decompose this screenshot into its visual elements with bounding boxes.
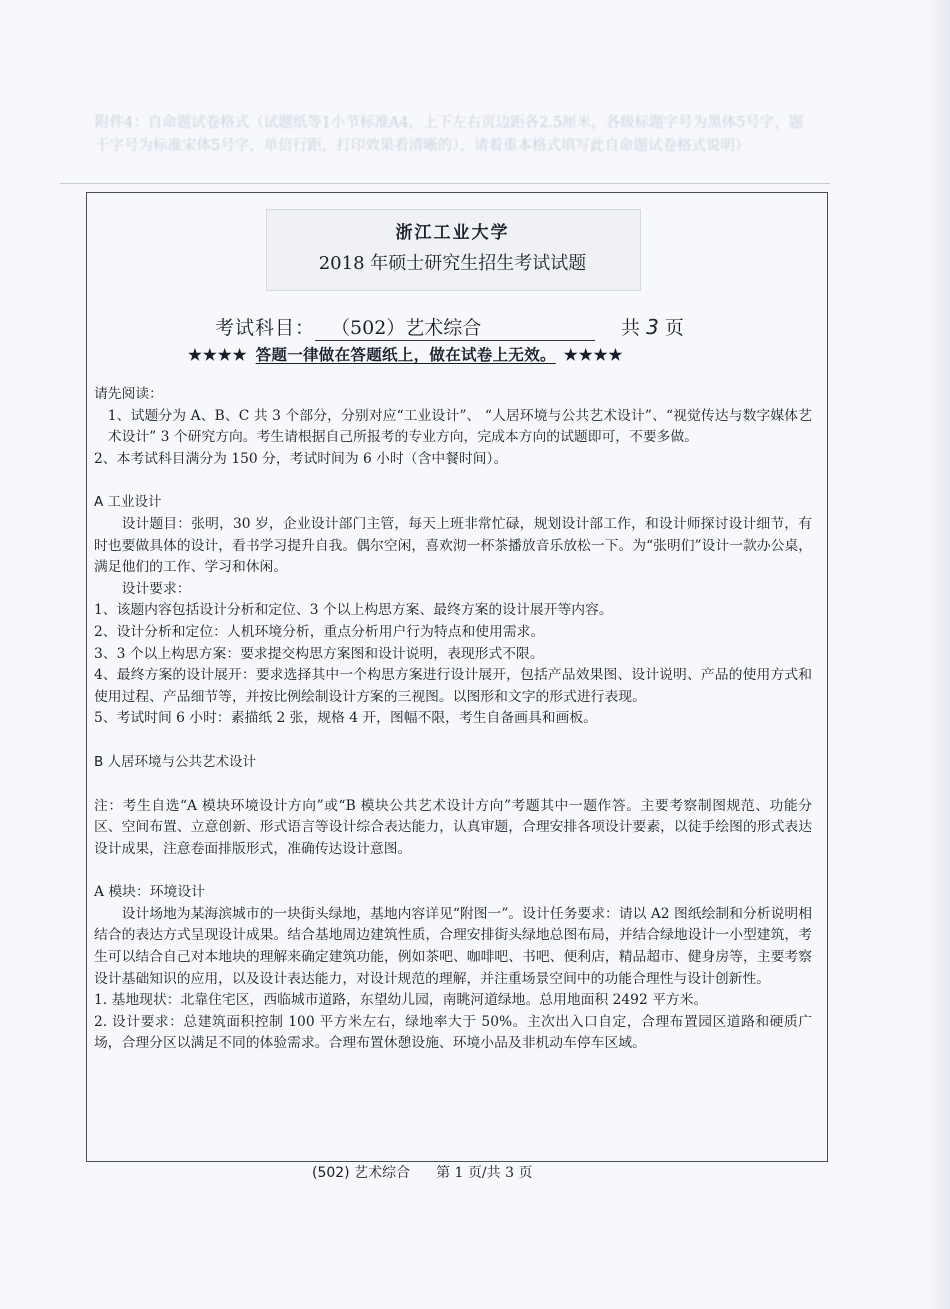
page-footer: [312, 1162, 532, 1182]
notice-stars-left: ★★★★: [188, 345, 248, 364]
notice-text: 答题一律做在答题纸上，做在试卷上无效。: [255, 345, 556, 364]
requirement-item: 5、考试时间 6 小时：素描纸 2 张，规格 4 开，图幅不限，考生自备画具和画板。: [94, 710, 597, 727]
page-count: [621, 317, 684, 339]
subject-value: （502）艺术综合: [315, 313, 595, 341]
requirement-item: 1、该题内容包括设计分析和定位、3 个以上构思方案、最终方案的设计展开等内容。: [94, 602, 613, 619]
answer-notice: [188, 343, 623, 365]
module-a-point: 1. 基地现状：北靠住宅区，西临城市道路，东望幼儿园，南眺河道绿地。总用地面积 2492 平方米。: [94, 992, 708, 1009]
module-a-title: A 模块：环境设计: [94, 884, 205, 901]
footer-subject: (502) 艺术综合: [312, 1165, 411, 1181]
top-rule: [60, 183, 830, 184]
exam-body: [94, 384, 812, 1055]
page-count-suffix: 页: [664, 317, 684, 339]
requirement-item: 2、设计分析和定位：人机环境分析，重点分析用户行为特点和使用需求。: [94, 623, 545, 640]
section-a-heading: A 工业设计: [94, 494, 162, 511]
requirement-item: 4、最终方案的设计展开：要求选择其中一个构思方案进行设计展开，包括产品效果图、设计说明、产品的使用方式和使用过程、产品细节等，并按比例绘制设计方案的三视图。以图形和文字的形式进行表现。: [94, 667, 812, 705]
faded-format-note: 附件4：自命题试卷格式（试题纸等1小节标准A4，上下左右页边距各2.5厘米，各级标题字号为黑体5号字，题干字号为标准宋体5号字，单倍行距，打印效果看清晰的），请着重本格式填写此自命题试卷格式说明）: [95, 115, 804, 154]
spacer: [94, 470, 812, 492]
notice-stars-right: ★★★★: [563, 345, 624, 364]
exam-title: 2018 年硕士研究生招生考试试题: [318, 253, 587, 274]
read-first-item: 1、试题分为 A、B、C 共 3 个部分，分别对应“工业设计”、 “人居环境与公共艺术设计”、“视觉传达与数字媒体艺术设计” 3 个研究方向。考生请根据自己所报考的专业方向，完成本方向的试题即可，不要多做。: [107, 407, 812, 446]
footer-page-info: 第 1 页/共 3 页: [436, 1165, 533, 1181]
exam-subject-line: [215, 313, 684, 341]
section-b-note: 注：考生自选“A 模块环境设计方向”或“B 模块公共艺术设计方向”考题其中一题作答。主要考察制图规范、功能分区、空间布置、立意创新、形式语言等设计综合表达能力，认真审题，合理安排各项设计要素，以徒手绘图的形式表达设计成果，注意卷面排版形式，准确传达设计意图。: [94, 797, 812, 857]
module-a-point: 2. 设计要求：总建筑面积控制 100 平方米左右，绿地率大于 50%。主次出入口自定，合理布置园区道路和硬质广场，合理分区以满足不同的体验需求。合理布置休憩设施、环境小品及非机动车停车区域。: [94, 1013, 812, 1052]
spacer: [94, 730, 812, 752]
page-count-number: 3: [646, 315, 659, 339]
subject-label: 考试科目：: [215, 317, 316, 339]
spacer: [94, 774, 812, 796]
section-a-req-title: 设计要求：: [121, 580, 191, 597]
spacer: [94, 860, 812, 882]
read-first-title: 请先阅读：: [94, 386, 163, 402]
section-a-topic: 设计题目：张明，30 岁，企业设计部门主管，每天上班非常忙碌，规划设计部工作，和设计师探讨设计细节，有时也要做具体的设计，看书学习提升自我。偶尔空闲，喜欢沏一杯茶播放音乐放松一下。为“张明们”设计一款办公桌，满足他们的工作、学习和休闲。: [94, 515, 812, 576]
page-count-prefix: 共: [621, 317, 641, 339]
university-name: 浙江工业大学: [395, 223, 510, 243]
module-a-text: 设计场地为某海滨城市的一块街头绿地，基地内容详见“附图一”。设计任务要求：请以 A2 图纸绘制和分析说明相结合的表达方式呈现设计成果。结合基地周边建筑性质，合理安排街头绿地总图布局，并结合绿地设计一小型建筑，考生可以结合自己对本地块的理解来确定建筑功能，例如茶吧、咖啡吧、书吧、便利店，精品超市、健身房等，主要考察设计基础知识的应用，以及设计表达能力，对设计规范的理解，并注重场景空间中的功能合理性与设计创新性。: [94, 905, 812, 987]
scan-edge-shade: [926, 0, 950, 1309]
read-first-item: 2、本考试科目满分为 150 分，考试时间为 6 小时（含中餐时间）。: [94, 450, 508, 467]
requirement-item: 3、3 个以上构思方案：要求提交构思方案图和设计说明，表现形式不限。: [94, 645, 544, 662]
section-b-heading: B 人居环境与公共艺术设计: [94, 753, 257, 770]
